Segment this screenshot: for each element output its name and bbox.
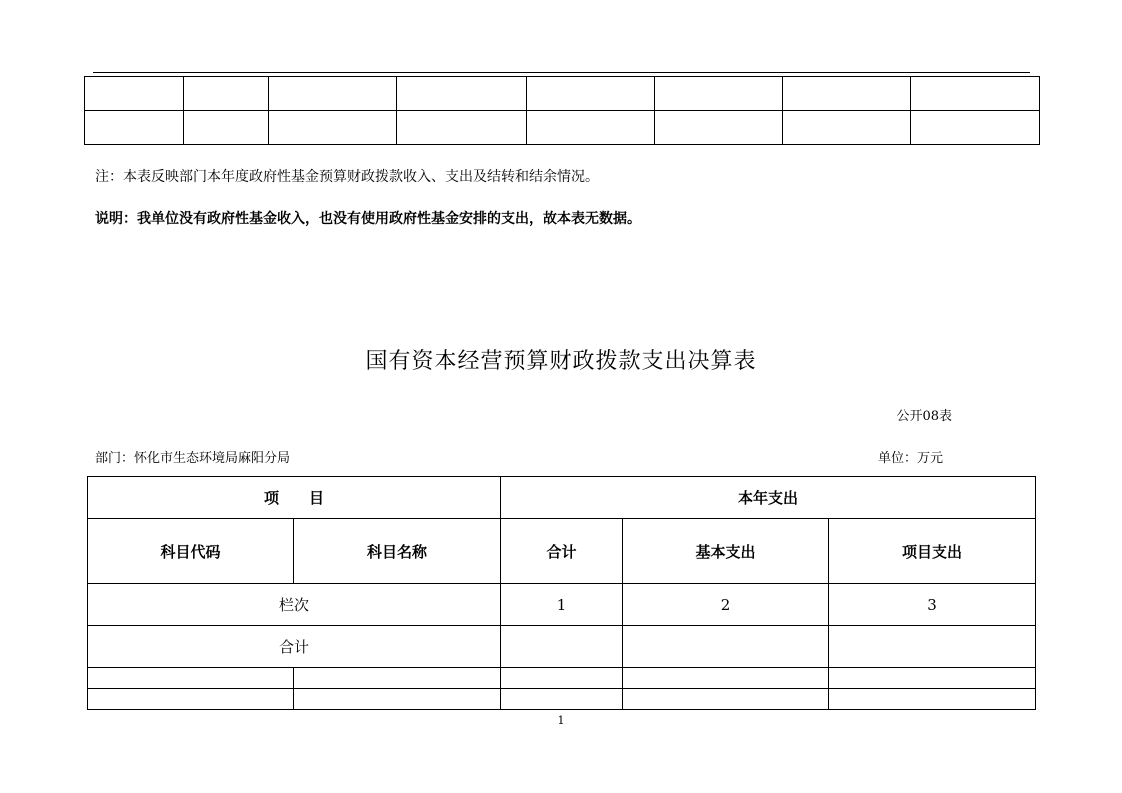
col-subject-name: 科目名称 bbox=[294, 519, 501, 584]
department-label: 部门：怀化市生态环境局麻阳分局 bbox=[95, 451, 291, 466]
table-cell bbox=[184, 77, 269, 111]
table-cell bbox=[88, 668, 294, 689]
table-cell bbox=[397, 77, 527, 111]
table-row bbox=[88, 668, 1036, 689]
previous-table-remainder bbox=[84, 76, 1040, 145]
table-cell bbox=[294, 668, 501, 689]
unit-label: 单位：万元 bbox=[878, 451, 944, 466]
table-cell bbox=[783, 111, 911, 145]
table-cell bbox=[623, 626, 829, 668]
column-index-1: 1 bbox=[501, 584, 623, 626]
table-cell bbox=[783, 77, 911, 111]
explanation-text: 说明：我单位没有政府性基金收入，也没有使用政府性基金安排的支出，故本表无数据。 bbox=[95, 211, 641, 227]
table-note: 注：本表反映部门本年度政府性基金预算财政拨款收入、支出及结转和结余情况。 bbox=[95, 169, 599, 185]
table-cell bbox=[501, 689, 623, 710]
table-cell bbox=[501, 626, 623, 668]
table-cell bbox=[911, 77, 1040, 111]
column-index-2: 2 bbox=[623, 584, 829, 626]
row-column-index-label: 栏次 bbox=[88, 584, 501, 626]
table-row bbox=[85, 111, 1040, 145]
table-cell bbox=[294, 689, 501, 710]
col-project-expense: 项目支出 bbox=[829, 519, 1036, 584]
expense-table bbox=[87, 476, 1036, 710]
table-row bbox=[88, 626, 1036, 668]
table-cell bbox=[85, 111, 184, 145]
column-index-3: 3 bbox=[829, 584, 1036, 626]
table-cell bbox=[501, 668, 623, 689]
header-rule bbox=[93, 72, 1030, 73]
page-title: 国有资本经营预算财政拨款支出决算表 bbox=[365, 349, 757, 374]
table-row bbox=[85, 77, 1040, 111]
header-project: 项 目 bbox=[88, 477, 501, 519]
col-total: 合计 bbox=[501, 519, 623, 584]
table-cell bbox=[527, 111, 655, 145]
table-cell bbox=[829, 689, 1036, 710]
row-total-label: 合计 bbox=[88, 626, 501, 668]
table-row bbox=[88, 519, 1036, 584]
table-row bbox=[88, 584, 1036, 626]
table-cell bbox=[655, 77, 783, 111]
table-cell bbox=[88, 689, 294, 710]
table-cell bbox=[623, 689, 829, 710]
table-cell bbox=[829, 626, 1036, 668]
table-row bbox=[88, 689, 1036, 710]
page-number: 1 bbox=[557, 714, 565, 727]
table-cell bbox=[623, 668, 829, 689]
table-cell bbox=[85, 77, 184, 111]
table-row bbox=[88, 477, 1036, 519]
table-cell bbox=[655, 111, 783, 145]
table-cell bbox=[911, 111, 1040, 145]
header-current-year-expense: 本年支出 bbox=[501, 477, 1036, 519]
table-cell bbox=[269, 111, 397, 145]
form-number: 公开08表 bbox=[896, 409, 952, 424]
col-subject-code: 科目代码 bbox=[88, 519, 294, 584]
table-cell bbox=[397, 111, 527, 145]
table-cell bbox=[829, 668, 1036, 689]
col-basic-expense: 基本支出 bbox=[623, 519, 829, 584]
table-cell bbox=[184, 111, 269, 145]
table-cell bbox=[269, 77, 397, 111]
table-cell bbox=[527, 77, 655, 111]
